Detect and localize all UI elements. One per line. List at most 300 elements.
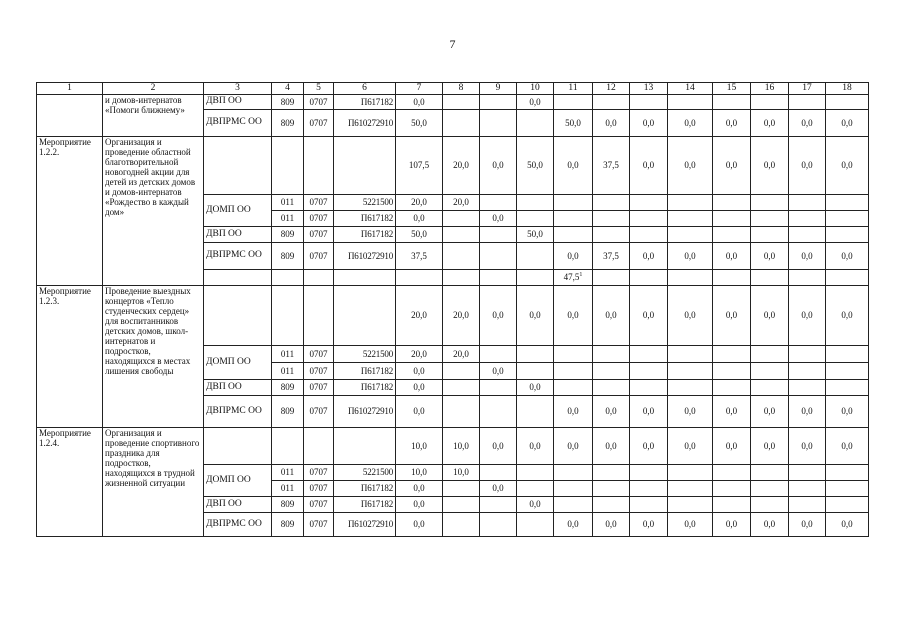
column-header: 16: [751, 83, 789, 95]
empty-cell: [443, 269, 480, 285]
value-cell: 0,0: [517, 379, 554, 395]
value-cell: 0,0: [668, 109, 713, 136]
column-header: 8: [443, 83, 480, 95]
empty-cell: [334, 269, 396, 285]
total-value-cell: 0,0: [517, 285, 554, 345]
value-cell: [480, 512, 517, 536]
total-value-cell: 20,0: [443, 285, 480, 345]
value-cell: [443, 512, 480, 536]
section-code: 0707: [304, 379, 334, 395]
empty-cell: [789, 269, 826, 285]
value-cell: 0,0: [826, 395, 869, 427]
column-header: 5: [304, 83, 334, 95]
value-cell: 0,0: [826, 512, 869, 536]
department-cell: ДВП ОО: [204, 94, 272, 109]
section-code: 0707: [304, 496, 334, 512]
department-cell: ДВПРМС ОО: [204, 242, 272, 269]
chapter-code: 809: [272, 379, 304, 395]
value-cell: 0,0: [517, 94, 554, 109]
total-value-cell: 10,0: [443, 427, 480, 464]
value-cell: [668, 480, 713, 496]
value-cell: [751, 496, 789, 512]
value-cell: [751, 94, 789, 109]
value-cell: 0,0: [517, 496, 554, 512]
department-cell: ДВП ОО: [204, 379, 272, 395]
total-value-cell: 0,0: [789, 136, 826, 194]
value-cell: [826, 94, 869, 109]
value-cell: 0,0: [630, 109, 668, 136]
footnote-value-cell: [554, 269, 593, 285]
total-value-cell: 0,0: [789, 427, 826, 464]
value-cell: [713, 379, 751, 395]
empty-cell: [204, 427, 272, 464]
section-code: 0707: [304, 109, 334, 136]
value-cell: [751, 362, 789, 379]
total-value-cell: 50,0: [517, 136, 554, 194]
value-cell: [554, 226, 593, 242]
empty-cell: [272, 136, 304, 194]
total-value-cell: 0,0: [517, 427, 554, 464]
value-cell: 0,0: [751, 242, 789, 269]
chapter-code: 809: [272, 94, 304, 109]
event-cell: Мероприятие 1.2.4.: [37, 427, 103, 536]
value-cell: [443, 109, 480, 136]
value-cell: 20,0: [396, 345, 443, 362]
section-code: 0707: [304, 226, 334, 242]
page-number: 7: [449, 37, 456, 51]
value-cell: [630, 480, 668, 496]
value-cell: [593, 226, 630, 242]
value-cell: [593, 94, 630, 109]
value-cell: [517, 512, 554, 536]
section-code: 0707: [304, 512, 334, 536]
section-code: 0707: [304, 345, 334, 362]
value-cell: [630, 194, 668, 210]
empty-cell: [751, 269, 789, 285]
total-value-cell: 0,0: [593, 427, 630, 464]
value-cell: 0,0: [668, 242, 713, 269]
column-header: 2: [103, 83, 204, 95]
chapter-code: 809: [272, 226, 304, 242]
value-cell: [593, 210, 630, 226]
value-cell: 0,0: [826, 242, 869, 269]
value-cell: 0,0: [789, 512, 826, 536]
value-cell: 0,0: [789, 395, 826, 427]
total-value-cell: 20,0: [396, 285, 443, 345]
empty-cell: [630, 269, 668, 285]
total-value-cell: 0,0: [630, 427, 668, 464]
value-cell: 0,0: [396, 480, 443, 496]
value-cell: [668, 94, 713, 109]
value-cell: 20,0: [443, 194, 480, 210]
value-cell: [443, 395, 480, 427]
value-cell: [668, 226, 713, 242]
value-cell: [593, 480, 630, 496]
total-value-cell: 0,0: [630, 136, 668, 194]
value-cell: [668, 210, 713, 226]
value-cell: 0,0: [668, 395, 713, 427]
value-cell: 0,0: [630, 395, 668, 427]
value-cell: [713, 464, 751, 480]
value-cell: [593, 496, 630, 512]
value-cell: [713, 226, 751, 242]
total-value-cell: 0,0: [751, 427, 789, 464]
empty-cell: [272, 285, 304, 345]
value-cell: [517, 464, 554, 480]
continuation-row: [37, 94, 869, 109]
value-cell: [826, 345, 869, 362]
column-header: 3: [204, 83, 272, 95]
value-cell: [443, 210, 480, 226]
section-code: 0707: [304, 395, 334, 427]
value-cell: 50,0: [396, 109, 443, 136]
event-total-row: [37, 427, 869, 464]
empty-cell: [826, 269, 869, 285]
column-header: 12: [593, 83, 630, 95]
value-cell: [789, 480, 826, 496]
empty-cell: [334, 136, 396, 194]
empty-cell: [304, 136, 334, 194]
total-value-cell: 107,5: [396, 136, 443, 194]
value-cell: 0,0: [789, 242, 826, 269]
value-cell: [554, 480, 593, 496]
empty-cell: [204, 269, 272, 285]
value-cell: [554, 464, 593, 480]
value-cell: [826, 194, 869, 210]
value-cell: [713, 210, 751, 226]
value-cell: [630, 226, 668, 242]
value-cell: 50,0: [396, 226, 443, 242]
empty-cell: [334, 285, 396, 345]
value-cell: 0,0: [396, 362, 443, 379]
event-total-row: [37, 285, 869, 345]
value-cell: 0,0: [480, 362, 517, 379]
value-cell: [554, 379, 593, 395]
empty-cell: [272, 269, 304, 285]
value-cell: 0,0: [396, 94, 443, 109]
value-cell: [789, 94, 826, 109]
value-cell: 0,0: [593, 395, 630, 427]
value-cell: [751, 480, 789, 496]
value-cell: [789, 464, 826, 480]
value-cell: [517, 210, 554, 226]
value-cell: 10,0: [396, 464, 443, 480]
total-value-cell: 0,0: [826, 136, 869, 194]
value-cell: [554, 194, 593, 210]
total-value-cell: 0,0: [826, 285, 869, 345]
chapter-code: 809: [272, 496, 304, 512]
value-cell: [789, 362, 826, 379]
value-cell: [668, 379, 713, 395]
value-cell: [826, 480, 869, 496]
section-code: 0707: [304, 194, 334, 210]
total-value-cell: 10,0: [396, 427, 443, 464]
empty-cell: [304, 269, 334, 285]
total-value-cell: 20,0: [443, 136, 480, 194]
value-cell: [630, 94, 668, 109]
total-value-cell: 0,0: [480, 427, 517, 464]
value-cell: [826, 496, 869, 512]
value-cell: [480, 194, 517, 210]
column-header: 1: [37, 83, 103, 95]
empty-cell: [304, 285, 334, 345]
department-cell: ДОМП ОО: [204, 464, 272, 496]
value-cell: [789, 496, 826, 512]
empty-cell: [396, 269, 443, 285]
total-value-cell: 0,0: [668, 427, 713, 464]
value-cell: 20,0: [396, 194, 443, 210]
value-cell: [554, 210, 593, 226]
value-cell: 0,0: [826, 109, 869, 136]
section-code: 0707: [304, 464, 334, 480]
value-cell: [443, 480, 480, 496]
value-cell: [630, 362, 668, 379]
value-cell: 0,0: [751, 395, 789, 427]
total-value-cell: 0,0: [668, 285, 713, 345]
value-cell: [593, 379, 630, 395]
value-cell: [713, 362, 751, 379]
value-cell: [630, 496, 668, 512]
value-cell: 0,0: [713, 109, 751, 136]
column-header: 17: [789, 83, 826, 95]
department-cell: ДВП ОО: [204, 226, 272, 242]
value-cell: [668, 464, 713, 480]
value-cell: [751, 194, 789, 210]
value-cell: [554, 345, 593, 362]
department-cell: ДВПРМС ОО: [204, 395, 272, 427]
value-cell: 0,0: [396, 379, 443, 395]
value-cell: 0,0: [396, 496, 443, 512]
value-cell: [713, 194, 751, 210]
value-cell: 0,0: [789, 109, 826, 136]
value-cell: 20,0: [443, 345, 480, 362]
value-cell: 10,0: [443, 464, 480, 480]
value-cell: [789, 210, 826, 226]
total-value-cell: 37,5: [593, 136, 630, 194]
value-cell: [630, 345, 668, 362]
description-cell: Организация и проведение областной благотворительной новогодней акции для детей из детских домов и домов-интернатов «Рождество в каждый дом»: [103, 136, 204, 285]
footnote-value: 47,5: [563, 272, 580, 283]
value-cell: [443, 379, 480, 395]
value-cell: [789, 226, 826, 242]
value-cell: 50,0: [554, 109, 593, 136]
value-cell: 37,5: [593, 242, 630, 269]
value-cell: [517, 194, 554, 210]
target-code: П617182: [334, 379, 396, 395]
total-value-cell: 0,0: [630, 285, 668, 345]
description-cell: Организация и проведение спортивного праздника для подростков, находящихся в трудной жизненной ситуации: [103, 427, 204, 536]
value-cell: [789, 379, 826, 395]
value-cell: [554, 496, 593, 512]
value-cell: [554, 94, 593, 109]
value-cell: [826, 210, 869, 226]
total-value-cell: 0,0: [593, 285, 630, 345]
chapter-code: 809: [272, 512, 304, 536]
total-value-cell: 0,0: [713, 136, 751, 194]
value-cell: [517, 480, 554, 496]
value-cell: [480, 242, 517, 269]
value-cell: [751, 210, 789, 226]
empty-cell: [517, 269, 554, 285]
total-value-cell: 0,0: [713, 427, 751, 464]
value-cell: 0,0: [396, 210, 443, 226]
value-cell: [480, 379, 517, 395]
target-code: П610272910: [334, 395, 396, 427]
value-cell: [443, 94, 480, 109]
value-cell: [630, 464, 668, 480]
target-code: П610272910: [334, 512, 396, 536]
value-cell: [480, 94, 517, 109]
total-value-cell: 0,0: [480, 285, 517, 345]
value-cell: [668, 496, 713, 512]
chapter-code: 011: [272, 194, 304, 210]
description-cell: Проведение выездных концертов «Тепло студенческих сердец» для воспитанников детских домов, школ-интернатов и подростков, находящихся в местах лишения свободы: [103, 285, 204, 427]
value-cell: [630, 210, 668, 226]
target-code: П610272910: [334, 242, 396, 269]
total-value-cell: 0,0: [789, 285, 826, 345]
column-header: 14: [668, 83, 713, 95]
value-cell: 0,0: [480, 480, 517, 496]
value-cell: 0,0: [554, 242, 593, 269]
value-cell: [751, 226, 789, 242]
total-value-cell: 0,0: [554, 136, 593, 194]
value-cell: 37,5: [396, 242, 443, 269]
target-code: 5221500: [334, 345, 396, 362]
column-header: 15: [713, 83, 751, 95]
value-cell: [789, 345, 826, 362]
value-cell: 0,0: [480, 210, 517, 226]
target-code: П617182: [334, 226, 396, 242]
value-cell: 0,0: [396, 512, 443, 536]
column-header: 7: [396, 83, 443, 95]
column-header: 10: [517, 83, 554, 95]
value-cell: [517, 109, 554, 136]
empty-cell: [334, 427, 396, 464]
value-cell: [517, 362, 554, 379]
value-cell: [826, 464, 869, 480]
value-cell: [480, 496, 517, 512]
column-header: 4: [272, 83, 304, 95]
column-header: 13: [630, 83, 668, 95]
value-cell: 0,0: [630, 512, 668, 536]
chapter-code: 809: [272, 109, 304, 136]
section-code: 0707: [304, 210, 334, 226]
value-cell: [713, 480, 751, 496]
value-cell: [668, 194, 713, 210]
value-cell: 0,0: [554, 512, 593, 536]
target-code: П617182: [334, 210, 396, 226]
target-code: П617182: [334, 496, 396, 512]
description-cell: и домов-интернатов «Помоги ближнему»: [103, 94, 204, 136]
chapter-code: 011: [272, 362, 304, 379]
value-cell: [668, 345, 713, 362]
value-cell: [480, 395, 517, 427]
department-cell: ДВПРМС ОО: [204, 109, 272, 136]
column-header: 11: [554, 83, 593, 95]
value-cell: [751, 379, 789, 395]
value-cell: [751, 464, 789, 480]
section-code: 0707: [304, 480, 334, 496]
value-cell: [517, 242, 554, 269]
value-cell: 0,0: [713, 512, 751, 536]
value-cell: 0,0: [713, 242, 751, 269]
value-cell: 0,0: [554, 395, 593, 427]
column-header: 6: [334, 83, 396, 95]
empty-cell: [668, 269, 713, 285]
empty-cell: [480, 269, 517, 285]
chapter-code: 011: [272, 210, 304, 226]
value-cell: [593, 194, 630, 210]
event-cell: Мероприятие 1.2.3.: [37, 285, 103, 427]
budget-table: [36, 82, 869, 537]
event-total-row: [37, 136, 869, 194]
value-cell: [517, 395, 554, 427]
value-cell: [593, 464, 630, 480]
chapter-code: 011: [272, 345, 304, 362]
section-code: 0707: [304, 242, 334, 269]
value-cell: 0,0: [751, 512, 789, 536]
value-cell: [443, 496, 480, 512]
empty-cell: [204, 136, 272, 194]
event-cell: [37, 94, 103, 136]
value-cell: [593, 345, 630, 362]
target-code: П610272910: [334, 109, 396, 136]
value-cell: 50,0: [517, 226, 554, 242]
total-value-cell: 0,0: [554, 285, 593, 345]
total-value-cell: 0,0: [668, 136, 713, 194]
value-cell: [517, 345, 554, 362]
department-cell: ДВП ОО: [204, 496, 272, 512]
value-cell: 0,0: [713, 395, 751, 427]
value-cell: 0,0: [593, 109, 630, 136]
value-cell: [789, 194, 826, 210]
empty-cell: [713, 269, 751, 285]
total-value-cell: 0,0: [751, 285, 789, 345]
chapter-code: 809: [272, 395, 304, 427]
value-cell: [751, 345, 789, 362]
value-cell: [480, 464, 517, 480]
empty-cell: [304, 427, 334, 464]
value-cell: 0,0: [751, 109, 789, 136]
value-cell: 0,0: [630, 242, 668, 269]
empty-cell: [593, 269, 630, 285]
total-value-cell: 0,0: [751, 136, 789, 194]
chapter-code: 011: [272, 464, 304, 480]
empty-cell: [204, 285, 272, 345]
chapter-code: 011: [272, 480, 304, 496]
event-cell: Мероприятие 1.2.2.: [37, 136, 103, 285]
target-code: П617182: [334, 94, 396, 109]
value-cell: [713, 496, 751, 512]
header-row: [37, 83, 869, 95]
value-cell: 0,0: [668, 512, 713, 536]
value-cell: [630, 379, 668, 395]
section-code: 0707: [304, 362, 334, 379]
value-cell: [668, 362, 713, 379]
value-cell: [713, 94, 751, 109]
total-value-cell: 0,0: [554, 427, 593, 464]
value-cell: [826, 362, 869, 379]
value-cell: [443, 362, 480, 379]
target-code: П617182: [334, 480, 396, 496]
value-cell: [443, 242, 480, 269]
department-cell: ДОМП ОО: [204, 194, 272, 226]
value-cell: [480, 345, 517, 362]
column-header: 18: [826, 83, 869, 95]
total-value-cell: 0,0: [713, 285, 751, 345]
value-cell: 0,0: [593, 512, 630, 536]
section-code: 0707: [304, 94, 334, 109]
